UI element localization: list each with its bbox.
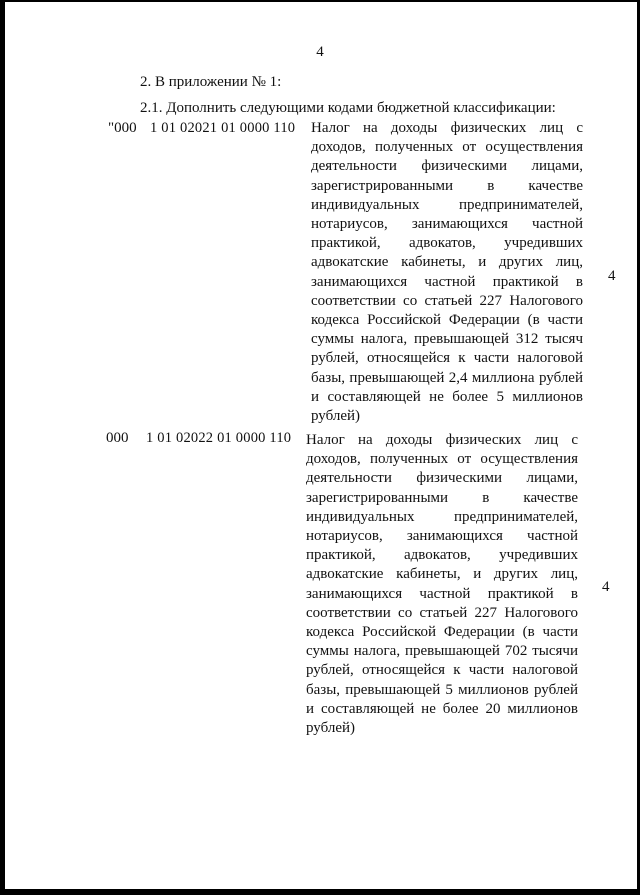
- section-item-2: 2. В приложении № 1:: [140, 74, 282, 90]
- margin-marker: 4: [608, 268, 616, 284]
- scan-border-left: [0, 0, 5, 895]
- margin-marker: 4: [602, 579, 610, 595]
- admin-code: 000: [106, 430, 129, 446]
- income-description: Налог на доходы физических лиц с доходов, полученных от осуществления деятельности физическими лицами, зарегистрированными в качестве индивидуальных предпринимателей, нотариусов, занимающихся частной практикой, адвокатов, учредивших адвокатские кабинеты, и других лиц, занимающихся частной практикой в соответствии со статьей 227 Налогового кодекса Российской Федерации (в части суммы налога, превышающей 702 тысячи рублей, относящейся к части налоговой базы, превышающей 5 миллионов рублей и составляющей не более 20 миллионов рублей): [306, 432, 578, 737]
- income-description: Налог на доходы физических лиц с доходов, полученных от осуществления деятельности физическими лицами, зарегистрированными в качестве индивидуальных предпринимателей, нотариусов, занимающихся частной практикой, адвокатов, учредивших адвокатские кабинеты, и других лиц, занимающихся частной практикой в соответствии со статьей 227 Налогового кодекса Российской Федерации (в части суммы налога, превышающей 312 тысяч рублей, относящейся к части налоговой базы, превышающей 2,4 миллиона рублей и составляющей не более 5 миллионов рублей): [311, 120, 583, 425]
- scan-border-top: [0, 0, 640, 2]
- admin-code: "000: [108, 120, 137, 136]
- page-number: 4: [316, 44, 324, 60]
- budget-classification-code: 1 01 02021 01 0000 110: [150, 120, 296, 136]
- scan-border-bottom: [0, 889, 640, 895]
- section-item-2-1: 2.1. Дополнить следующими кодами бюджетной классификации:: [140, 100, 556, 116]
- budget-classification-code: 1 01 02022 01 0000 110: [146, 430, 292, 446]
